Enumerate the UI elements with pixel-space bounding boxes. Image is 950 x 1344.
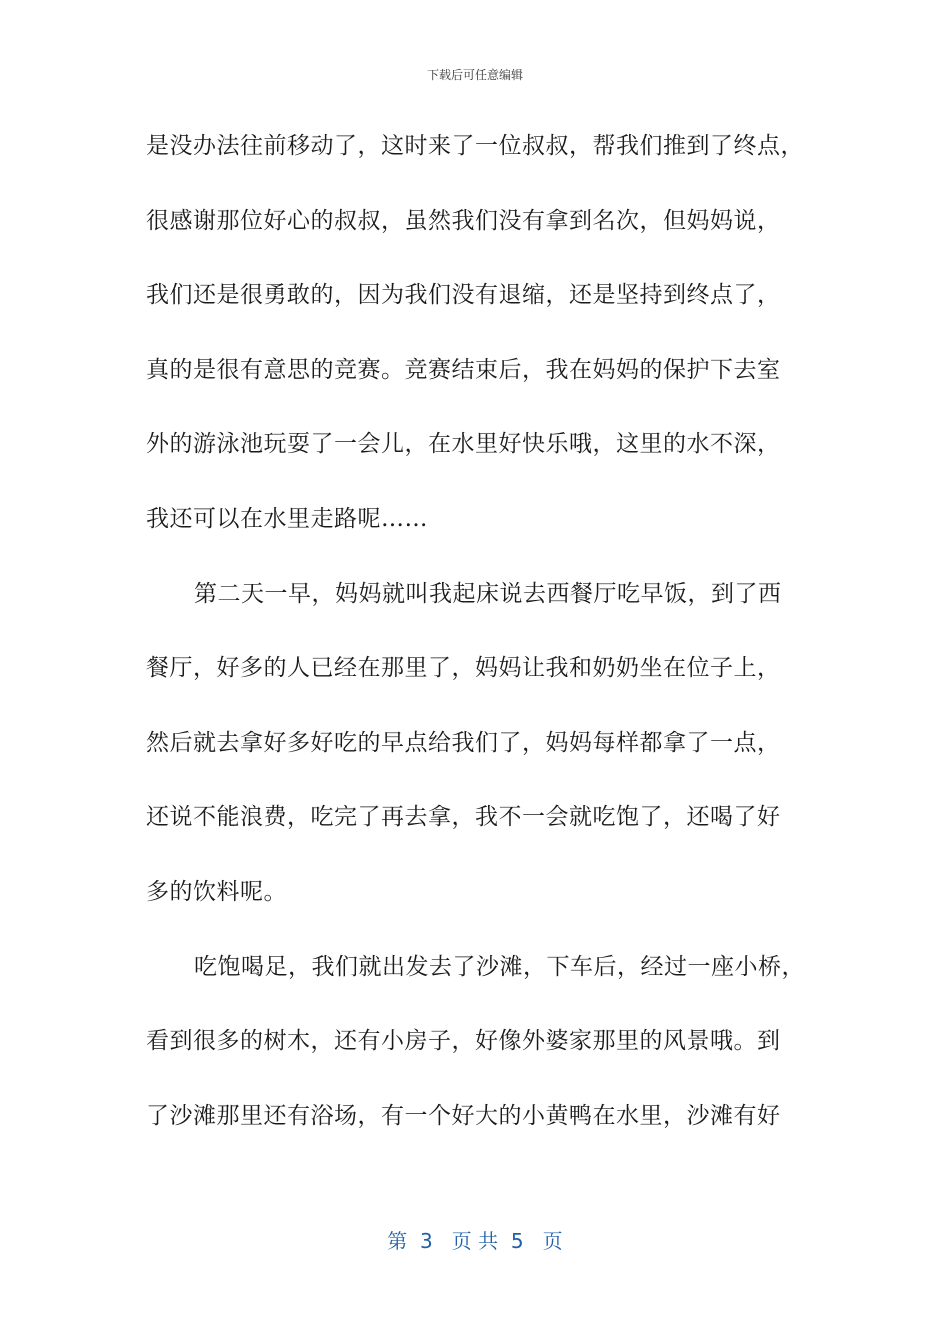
text-line: 了沙滩那里还有浴场，有一个好大的小黄鸭在水里，沙滩有好 — [146, 1102, 781, 1129]
text-line: 是没办法往前移动了，这时来了一位叔叔，帮我们推到了终点， — [146, 133, 804, 159]
text-line: 看到很多的树木，还有小房子，好像外婆家那里的风景哦。到 — [146, 1028, 781, 1055]
paragraph-start-line: 第二天一早，妈妈就叫我起床说去西餐厅吃早饭，到了西 — [194, 580, 782, 607]
page-number-footer: 第 3 页 共 5 页 — [387, 1229, 563, 1253]
text-line: 餐厅，好多的人已经在那里了，妈妈让我和奶奶坐在位子上， — [146, 655, 781, 682]
text-line: 外的游泳池玩耍了一会儿，在水里好快乐哦，这里的水不深， — [146, 431, 781, 458]
text-line: 真的是很有意思的竞赛。竞赛结束后，我在妈妈的保护下去室 — [146, 356, 781, 383]
text-line: 我还可以在水里走路呢…… — [146, 505, 428, 532]
text-line: 我们还是很勇敢的，因为我们没有退缩，还是坚持到终点了， — [146, 282, 781, 309]
text-line: 还说不能浪费，吃完了再去拿，我不一会就吃饱了，还喝了好 — [146, 804, 781, 831]
document-body — [146, 118, 806, 1162]
text-line: 多的饮料呢。 — [146, 878, 287, 905]
paragraph-start-line: 吃饱喝足，我们就出发去了沙滩，下车后，经过一座小桥， — [194, 953, 805, 980]
page-header: 下载后可任意编辑 — [426, 68, 523, 82]
text-line: 然后就去拿好多好吃的早点给我们了，妈妈每样都拿了一点， — [146, 729, 781, 756]
text-line: 很感谢那位好心的叔叔，虽然我们没有拿到名次，但妈妈说， — [146, 207, 781, 234]
